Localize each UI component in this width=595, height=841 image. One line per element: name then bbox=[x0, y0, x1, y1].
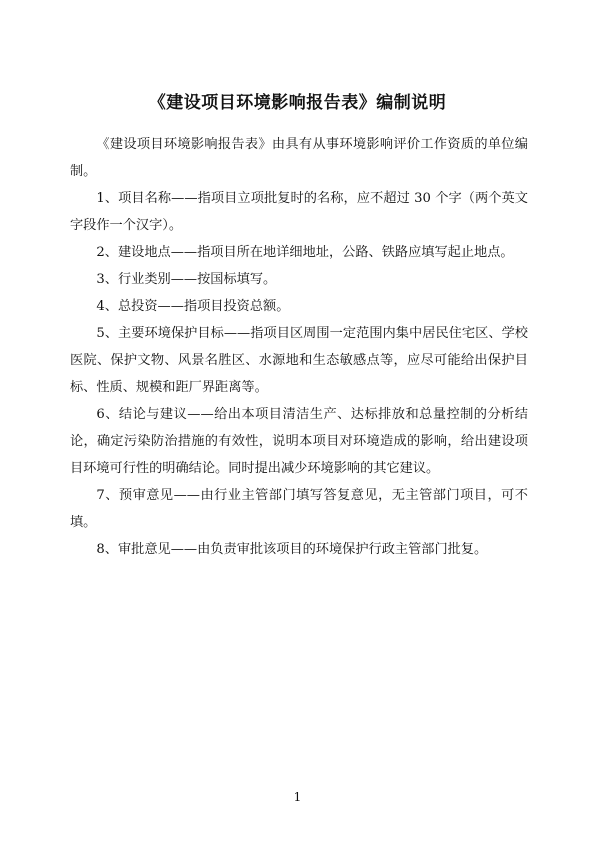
item-industry-category: 3、行业类别——按国标填写。 bbox=[96, 272, 277, 287]
item-protection-targets: 5、主要环境保护目标——指项目区周围一定范围内集中居民住宅区、学校医院、保护文物、风景名胜区、水源地和生态敏感点等，应尽可能给出保护目标、性质、规模和距厂界距离等。 bbox=[70, 326, 528, 395]
item-project-name: 1、项目名称——指项目立项批复时的名称，应不超过 30 个字（两个英文字段作一个汉字）。 bbox=[70, 191, 528, 233]
document-body bbox=[70, 131, 528, 563]
item-conclusions: 6、结论与建议——给出本项目清洁生产、达标排放和总量控制的分析结论，确定污染防治措施的有效性，说明本项目对环境造成的影响，给出建设项目环境可行性的明确结论。同时提出减少环境影响的其它建议。 bbox=[70, 407, 528, 476]
item-total-investment: 4、总投资——指项目投资总额。 bbox=[96, 299, 290, 314]
item-pre-review: 7、预审意见——由行业主管部门填写答复意见，无主管部门项目，可不填。 bbox=[70, 488, 528, 530]
item-approval: 8、审批意见——由负责审批该项目的环境保护行政主管部门批复。 bbox=[96, 542, 488, 557]
page-number: 1 bbox=[293, 790, 302, 804]
item-construction-site: 2、建设地点——指项目所在地详细地址，公路、铁路应填写起止地点。 bbox=[96, 245, 514, 260]
page-title: 《建设项目环境影响报告表》编制说明 bbox=[148, 93, 447, 113]
intro-paragraph: 《建设项目环境影响报告表》由具有从事环境影响评价工作资质的单位编制。 bbox=[70, 137, 528, 179]
